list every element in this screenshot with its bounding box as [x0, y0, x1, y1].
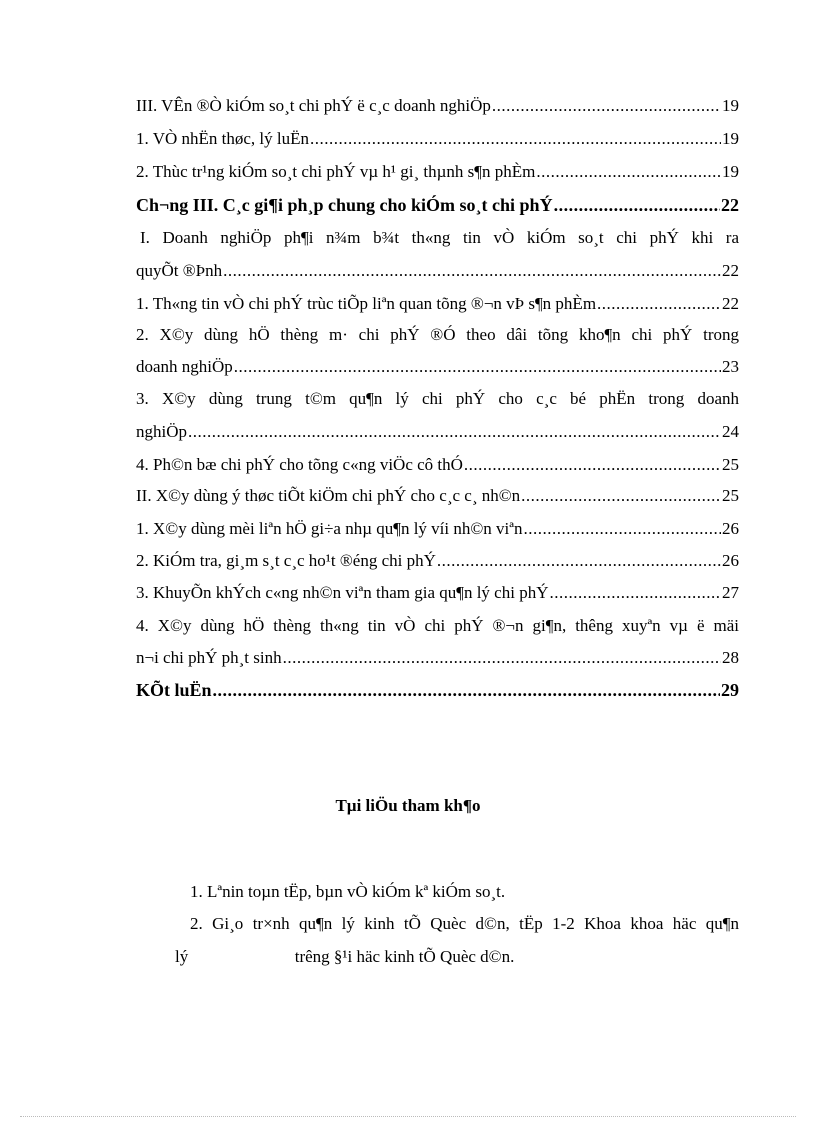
toc-entry[interactable]: [136, 582, 739, 604]
toc-entry-text: 3. KhuyÕn khÝch c«ng nh©n viªn tham gia qu¶n lý chi phÝ: [136, 583, 549, 602]
toc-entry[interactable]: [136, 454, 739, 476]
toc-entry[interactable]: [136, 161, 739, 183]
reference-item-2: 2. Gi¸o tr×nh qu¶n lý kinh tÕ Quèc d©n, tËp 1-2 Khoa khoa häc qu¶n: [190, 914, 739, 933]
toc-entry[interactable]: [136, 293, 739, 315]
toc-entry-text: Ch¬ng III. C¸c gi¶i ph¸p chung cho kiÓm so¸t chi phÝ: [136, 195, 553, 215]
toc-entry-text: 4. Ph©n bæ chi phÝ cho tõng c«ng viÖc cô thÓ: [136, 455, 463, 474]
toc-page-number: 22: [722, 294, 739, 313]
toc-leader-dots: [188, 421, 721, 443]
toc-page-number: 26: [722, 519, 739, 538]
toc-leader-dots: [536, 161, 721, 183]
toc-entry-text: 1. X©y dùng mèi liªn hÖ gi÷a nhµ qu¶n lý víi nh©n viªn: [136, 519, 523, 538]
reference-item-2-cont-left: lý: [175, 947, 189, 966]
toc-page-number: 24: [722, 422, 739, 441]
toc-entry-text: n¬i chi phÝ ph¸t sinh: [136, 648, 282, 667]
toc-page-number: 23: [722, 357, 739, 376]
toc-leader-dots: [283, 647, 721, 669]
toc-leader-dots: [223, 260, 721, 282]
toc-entry-text: 2. Thùc tr¹ng kiÓm so¸t chi phÝ vµ h¹ gi¸ thµnh s¶n phÈm: [136, 162, 536, 181]
toc-page-number: 26: [722, 551, 739, 570]
toc-entry[interactable]: [136, 647, 739, 669]
toc-entry[interactable]: [136, 421, 739, 443]
reference-item-1: 1. Lªnin toµn tËp, bµn vÒ kiÓm kª kiÓm so¸t.: [190, 882, 506, 901]
toc-entry-text: quyÕt ®Þnh: [136, 261, 223, 280]
toc-entry-line1[interactable]: I. Doanh nghiÖp ph¶i n¾m b¾t th«ng tin vÒ kiÓm so¸t chi phÝ khi ra: [140, 228, 739, 247]
toc-entry[interactable]: [136, 260, 739, 282]
toc-entry-text: 1. Th«ng tin vÒ chi phÝ trùc tiÕp liªn quan tõng ®¬n vÞ s¶n phÈm: [136, 294, 597, 313]
page-bottom-border: [20, 1116, 796, 1117]
toc-page-number: 28: [722, 648, 739, 667]
toc-entry-text: doanh nghiÖp: [136, 357, 233, 376]
reference-item-2-cont: [175, 946, 739, 968]
toc-entry[interactable]: [136, 550, 739, 572]
toc-page-number: 27: [722, 583, 739, 602]
toc-page-number: 19: [722, 96, 739, 115]
toc-leader-dots: [554, 194, 720, 216]
toc-entry-line1[interactable]: 4. X©y dùng hÖ thèng th«ng tin vÒ chi phÝ ®¬n gi¶n, thêng xuyªn vµ ë mäi: [136, 616, 739, 635]
toc-chapter-heading[interactable]: [136, 194, 739, 216]
toc-page-number: 25: [722, 486, 739, 505]
toc-leader-dots: [523, 518, 721, 540]
toc-entry-line1[interactable]: 3. X©y dùng trung t©m qu¶n lý chi phÝ cho c¸c bé phËn trong doanh: [136, 389, 739, 408]
toc-leader-dots: [492, 95, 721, 117]
toc-leader-dots: [213, 679, 720, 701]
toc-leader-dots: [437, 550, 721, 572]
toc-entry-text: 1. VÒ nhËn thøc, lý luËn: [136, 129, 309, 148]
toc-leader-dots: [549, 582, 721, 604]
reference-item-2-cont-right: trêng §¹i häc kinh tÕ Quèc d©n.: [294, 947, 515, 966]
toc-conclusion[interactable]: [136, 679, 739, 701]
toc-page-number: 22: [722, 261, 739, 280]
toc-page-number: 19: [722, 162, 739, 181]
toc-page-number: 19: [722, 129, 739, 148]
toc-leader-dots: [521, 485, 721, 507]
toc-entry[interactable]: [136, 95, 739, 117]
toc-entry[interactable]: [136, 356, 739, 378]
toc-page-number: 25: [722, 455, 739, 474]
toc-entry-line1[interactable]: 2. X©y dùng hÖ thèng m· chi phÝ ®Ó theo dâi tõng kho¶n chi phÝ trong: [136, 325, 739, 344]
references-heading: Tµi liÖu tham kh¶o: [335, 796, 481, 815]
toc-entry[interactable]: [136, 518, 739, 540]
toc-entry-text: III. VÊn ®Ò kiÓm so¸t chi phÝ ë c¸c doanh nghiÖp: [136, 96, 491, 115]
toc-leader-dots: [464, 454, 721, 476]
toc-leader-dots: [234, 356, 721, 378]
toc-entry-text: 2. KiÓm tra, gi¸m s¸t c¸c ho¹t ®éng chi phÝ: [136, 551, 436, 570]
toc-entry[interactable]: [136, 485, 739, 507]
toc-page-number: 22: [721, 195, 739, 215]
toc-page-number: 29: [721, 680, 739, 700]
toc-leader-dots: [310, 128, 721, 150]
toc-entry-text: II. X©y dùng ý thøc tiÕt kiÖm chi phÝ cho c¸c c¸ nh©n: [136, 486, 521, 505]
toc-entry-text: KÕt luËn: [136, 680, 212, 700]
toc-leader-dots: [597, 293, 721, 315]
toc-entry-text: nghiÖp: [136, 422, 187, 441]
toc-entry[interactable]: [136, 128, 739, 150]
